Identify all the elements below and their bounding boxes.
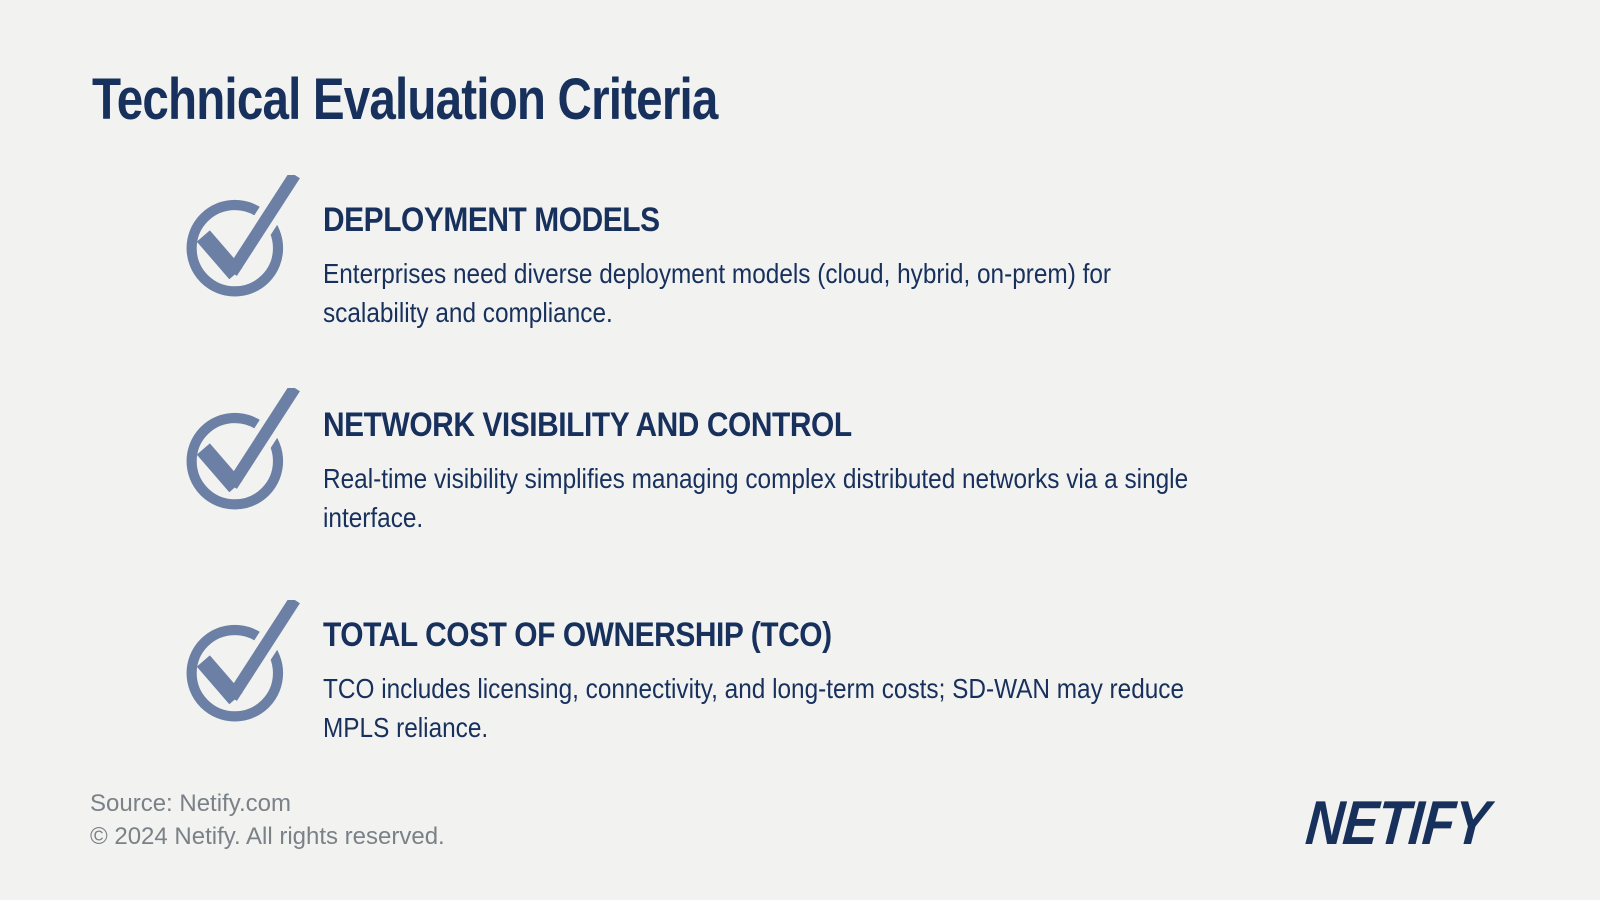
item-text-block xyxy=(323,617,1313,747)
page-title: Technical Evaluation Criteria xyxy=(92,67,718,132)
netify-logo: NETIFY xyxy=(1302,789,1492,858)
item-heading: TOTAL COST OF OWNERSHIP (TCO) xyxy=(323,616,832,654)
item-description-line-2: interface. xyxy=(323,502,424,533)
list-item xyxy=(185,372,1505,562)
item-description xyxy=(323,669,1313,747)
item-text-block xyxy=(323,407,1317,537)
item-description xyxy=(323,254,1229,332)
item-description-line-2: scalability and compliance. xyxy=(323,297,613,328)
check-circle-icon xyxy=(185,600,307,724)
list-item xyxy=(185,582,1505,772)
check-circle-icon xyxy=(185,175,307,299)
item-text-block xyxy=(323,202,1229,332)
item-heading: NETWORK VISIBILITY AND CONTROL xyxy=(323,406,852,444)
item-description-line-2: MPLS reliance. xyxy=(323,712,489,743)
item-description-line-1: Real-time visibility simplifies managing complex distributed networks via a single xyxy=(323,463,1189,494)
item-heading: DEPLOYMENT MODELS xyxy=(323,201,660,239)
footer xyxy=(90,787,445,853)
footer-source-text: Source: Netify.com xyxy=(90,790,291,817)
check-circle-icon xyxy=(185,388,307,512)
item-description xyxy=(323,459,1317,537)
list-item xyxy=(185,167,1505,357)
item-description-line-1: TCO includes licensing, connectivity, and long-term costs; SD-WAN may reduce xyxy=(323,673,1185,704)
footer-copyright-text: © 2024 Netify. All rights reserved. xyxy=(90,823,445,850)
item-description-line-1: Enterprises need diverse deployment models (cloud, hybrid, on-prem) for xyxy=(323,258,1112,289)
